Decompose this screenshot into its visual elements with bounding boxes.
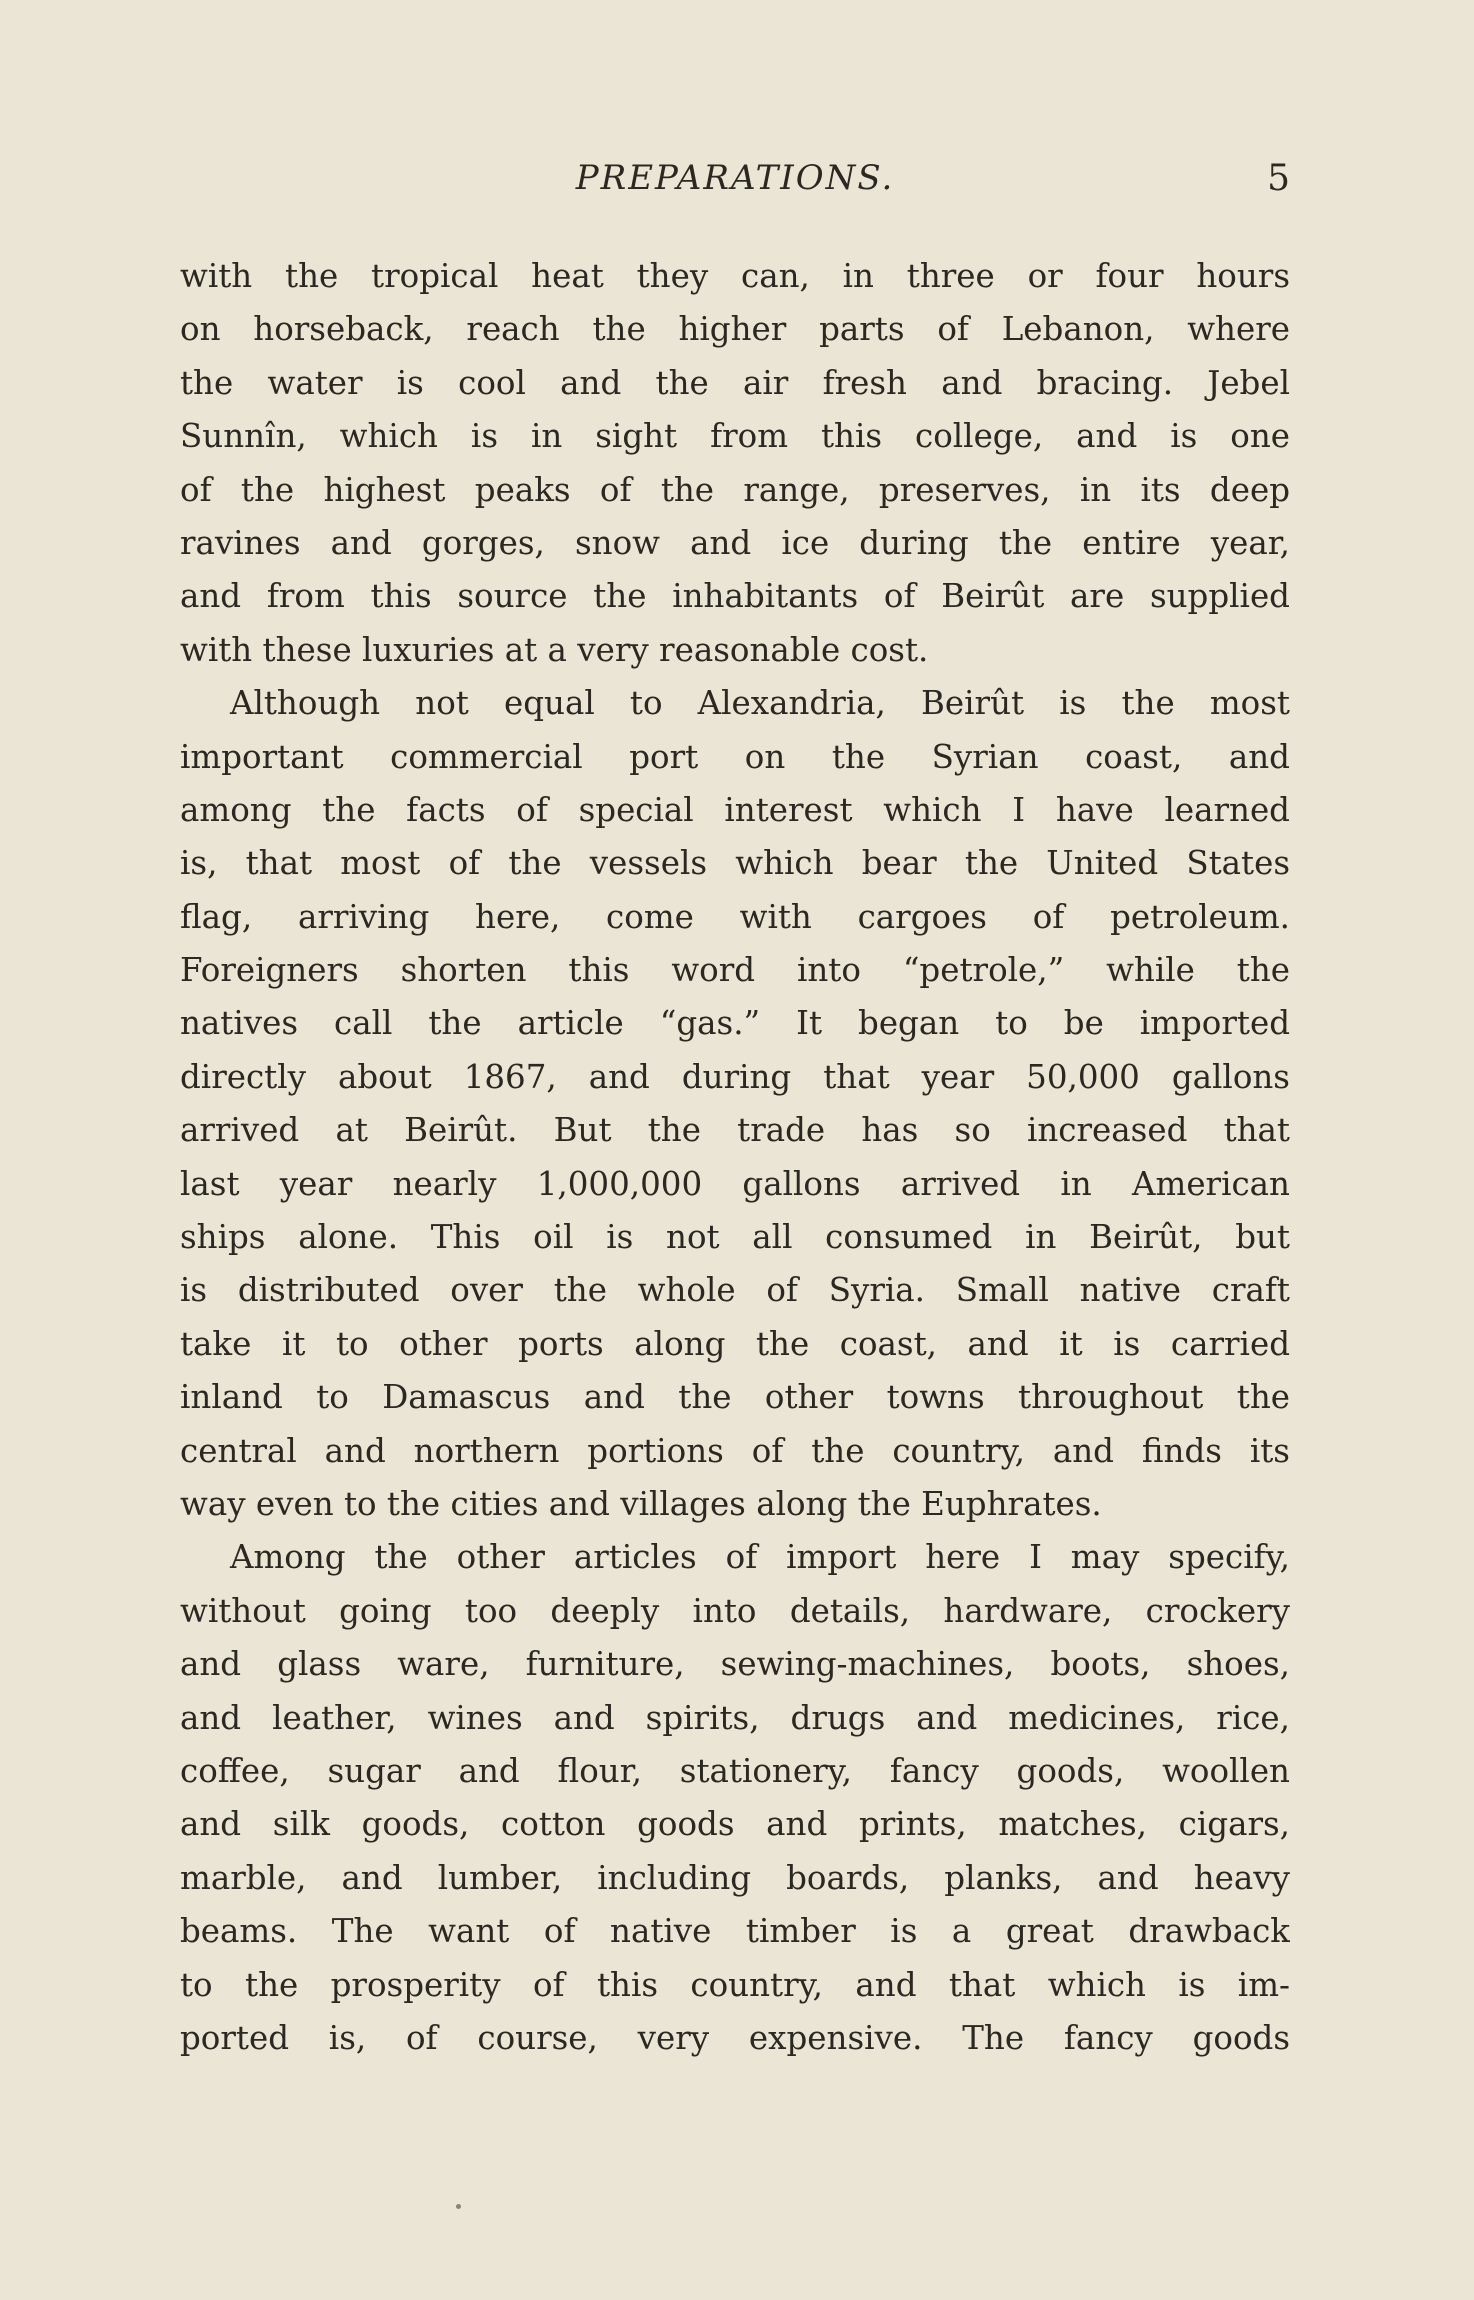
text-line: natives call the article “gas.” It began to be imported (180, 1004, 1290, 1043)
text-line: to the prosperity of this country, and that which is im- (180, 1965, 1290, 2004)
text-line: is distributed over the whole of Syria. Small native craft (180, 1271, 1290, 1310)
text-line: on horseback, reach the higher parts of Lebanon, where (180, 310, 1290, 349)
text-line: with these luxuries at a very reasonable cost. (180, 630, 929, 669)
text-line: the water is cool and the air fresh and bracing. Jebel (180, 363, 1290, 402)
text-line: last year nearly 1,000,000 gallons arrived in American (180, 1164, 1290, 1203)
text-line: marble, and lumber, including boards, planks, and heavy (180, 1858, 1290, 1897)
text-line: Foreigners shorten this word into “petrole,” while the (180, 951, 1290, 990)
text-line: take it to other ports along the coast, and it is carried (180, 1324, 1290, 1363)
text-line: ships alone. This oil is not all consumed in Beirût, but (180, 1218, 1290, 1257)
paragraph-first-line: Among the other articles of import here I may specify, (230, 1538, 1290, 1577)
text-line: and from this source the inhabitants of Beirût are supplied (180, 577, 1290, 616)
text-line: and glass ware, furniture, sewing-machines, boots, shoes, (180, 1645, 1290, 1684)
text-line: arrived at Beirût. But the trade has so increased that (180, 1111, 1290, 1150)
text-line: without going too deeply into details, hardware, crockery (180, 1591, 1290, 1630)
text-line: directly about 1867, and during that year 50,000 gallons (180, 1057, 1290, 1096)
text-line: Sunnîn, which is in sight from this college, and is one (180, 417, 1290, 456)
text-line: beams. The want of native timber is a great drawback (180, 1912, 1290, 1951)
paragraph-first-line: Although not equal to Alexandria, Beirût is the most (230, 684, 1290, 723)
running-head (180, 158, 1290, 208)
paper-speck (456, 2204, 461, 2209)
text-line: important commercial port on the Syrian coast, and (180, 737, 1290, 776)
text-line: and silk goods, cotton goods and prints, matches, cigars, (180, 1805, 1290, 1844)
text-line: flag, arriving here, come with cargoes of petroleum. (180, 897, 1290, 936)
text-line: ported is, of course, very expensive. The fancy goods (180, 2018, 1290, 2057)
text-line: central and northern portions of the country, and finds its (180, 1431, 1290, 1470)
text-line: of the highest peaks of the range, preserves, in its deep (180, 470, 1290, 509)
text-line: among the facts of special interest which I have learned (180, 790, 1290, 829)
text-line: ravines and gorges, snow and ice during the entire year, (180, 523, 1290, 562)
text-line: with the tropical heat they can, in three or four hours (180, 257, 1290, 295)
text-line: way even to the cities and villages along the Euphrates. (180, 1484, 1102, 1523)
text-line: coffee, sugar and flour, stationery, fancy goods, woollen (180, 1751, 1290, 1790)
text-line: and leather, wines and spirits, drugs and medicines, rice, (180, 1698, 1290, 1737)
body-text (180, 250, 1290, 2065)
text-line: is, that most of the vessels which bear the United States (180, 844, 1290, 883)
running-title: PREPARATIONS. (575, 158, 895, 198)
text-line: inland to Damascus and the other towns throughout the (180, 1378, 1290, 1417)
page-number: 5 (1267, 158, 1290, 199)
